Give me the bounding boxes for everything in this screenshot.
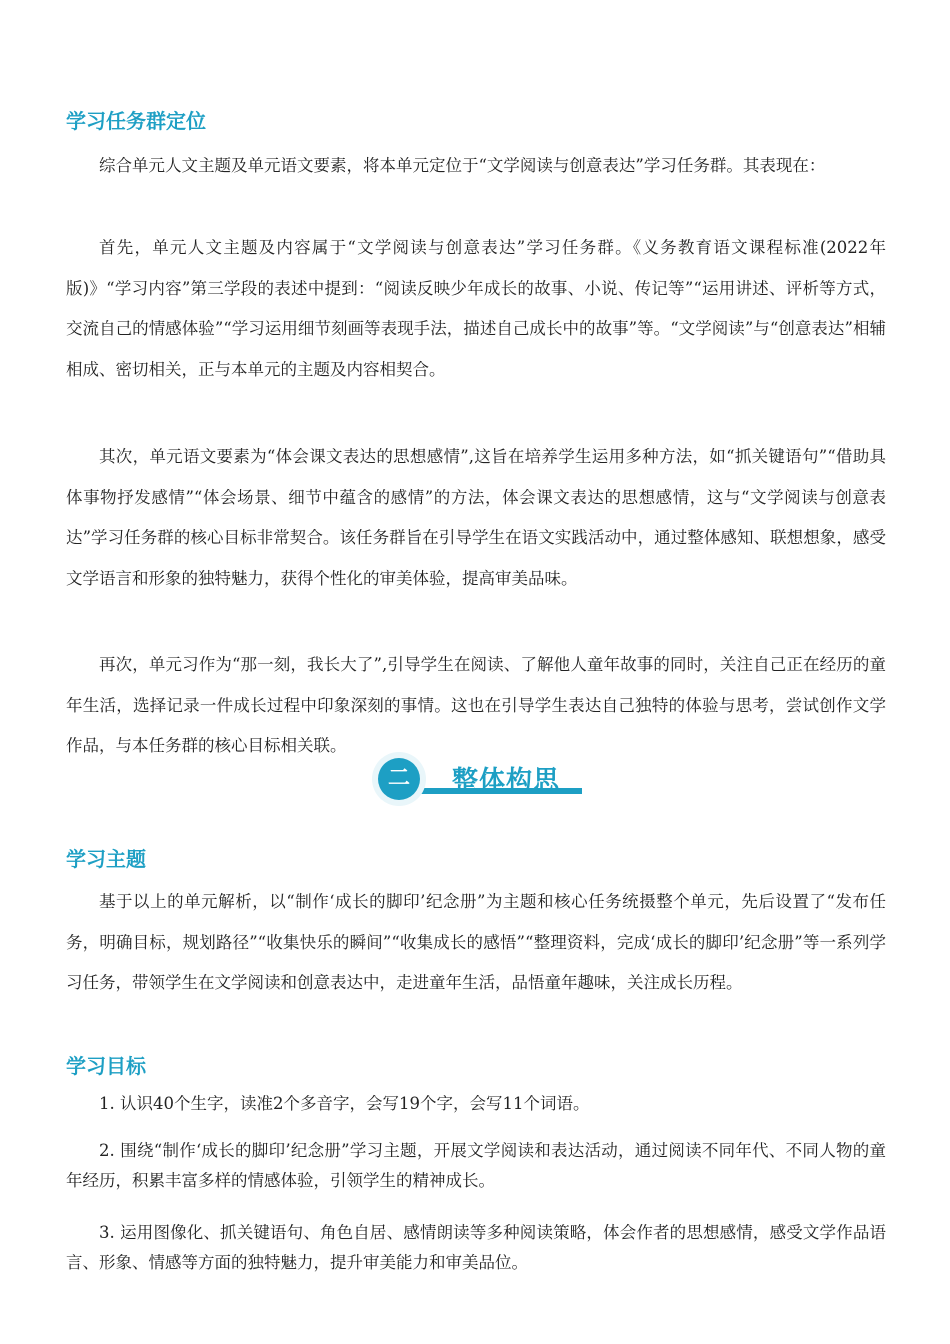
paragraph-third: 再次，单元习作为“那一刻，我长大了”,引导学生在阅读、了解他人童年故事的同时，关注自己正在经历的童年生活，选择记录一件成长过程中印象深刻的事情。这也在引导学生表达自己独特的体验与思考，尝试创作文学作品，与本任务群的核心目标相关联。 bbox=[66, 655, 886, 755]
banner-number: 二 bbox=[378, 758, 420, 800]
section-banner bbox=[372, 752, 582, 806]
banner-title: 整体构思 bbox=[452, 766, 561, 796]
section-heading-theme: 学习主题 bbox=[66, 847, 146, 871]
paragraph-first: 首先，单元人文主题及内容属于“文学阅读与创意表达”学习任务群。《义务教育语文课程标准(2022年版)》“学习内容”第三学段的表述中提到：“阅读反映少年成长的故事、小说、传记等”“运用讲述、评析等方式，交流自己的情感体验”“学习运用细节刻画等表现手法，描述自己成长中的故事”等。“文学阅读”与“创意表达”相辅相成、密切相关，正与本单元的主题及内容相契合。 bbox=[66, 238, 886, 379]
paragraph-intro: 综合单元人文主题及单元语文要素，将本单元定位于“文学阅读与创意表达”学习任务群。其表现在： bbox=[99, 156, 826, 175]
goal-item-2: 2. 围绕“制作‘成长的脚印’纪念册”学习主题，开展文学阅读和表达活动，通过阅读不同年代、不同人物的童年经历，积累丰富多样的情感体验，引领学生的精神成长。 bbox=[66, 1141, 886, 1190]
goal-item-1: 1. 认识40个生字，读准2个多音字，会写19个字，会写11个词语。 bbox=[99, 1094, 590, 1113]
section-heading-goals: 学习目标 bbox=[66, 1054, 146, 1078]
banner-number-badge bbox=[372, 752, 426, 806]
paragraph-second: 其次，单元语文要素为“体会课文表达的思想感情”,这旨在培养学生运用多种方法，如“抓关键语句”“借助具体事物抒发感情”“体会场景、细节中蕴含的感情”的方法，体会课文表达的思想感情，这与“文学阅读与创意表达”学习任务群的核心目标非常契合。该任务群旨在引导学生在语文实践活动中，通过整体感知、联想想象，感受文学语言和形象的独特魅力，获得个性化的审美体验，提高审美品味。 bbox=[66, 447, 886, 588]
paragraph-theme: 基于以上的单元解析，以“制作‘成长的脚印’纪念册”为主题和核心任务统摄整个单元，先后设置了“发布任务，明确目标，规划路径”“收集快乐的瞬间”“收集成长的感悟”“整理资料，完成‘成长的脚印’纪念册”等一系列学习任务，带领学生在文学阅读和创意表达中，走进童年生活，品悟童年趣味，关注成长历程。 bbox=[66, 892, 886, 992]
section-heading-task-group: 学习任务群定位 bbox=[66, 109, 206, 133]
goal-item-3: 3. 运用图像化、抓关键语句、角色自居、感情朗读等多种阅读策略，体会作者的思想感情，感受文学作品语言、形象、情感等方面的独特魅力，提升审美能力和审美品位。 bbox=[66, 1223, 886, 1272]
